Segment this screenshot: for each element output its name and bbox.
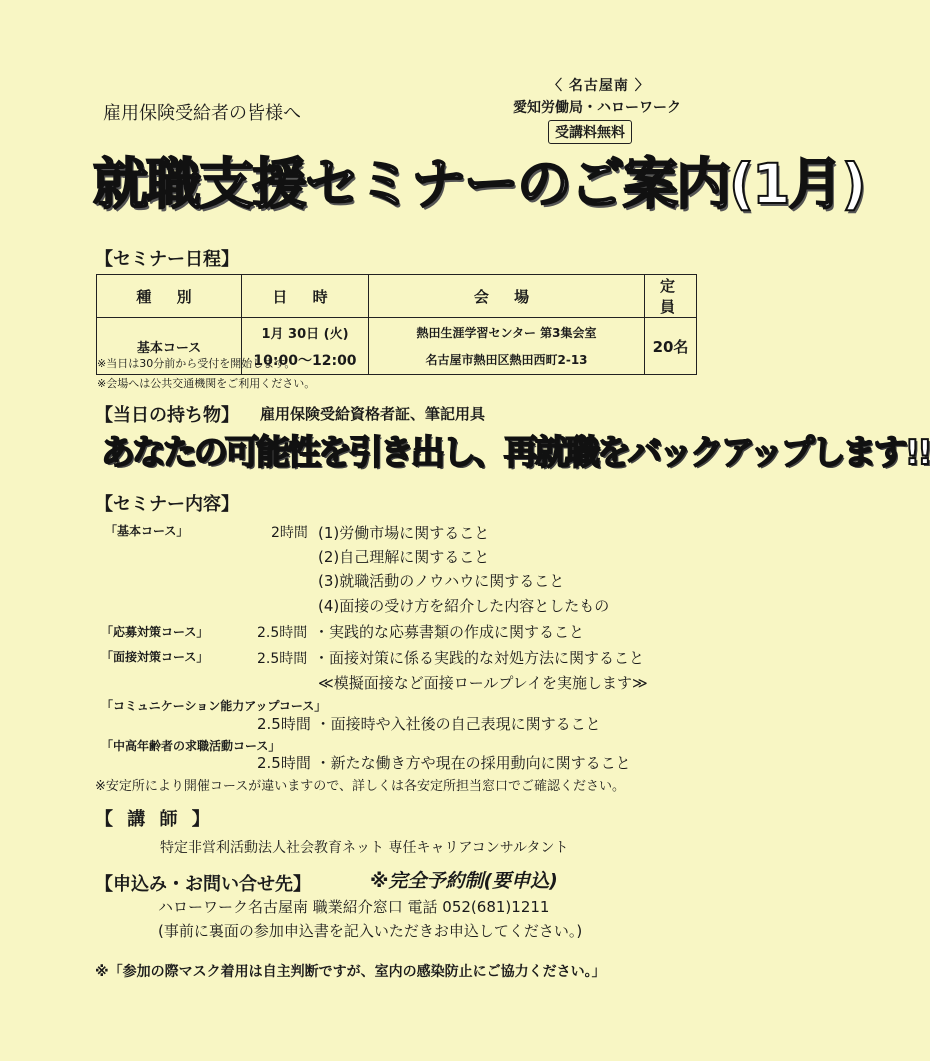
venue-name: 熱田生涯学習センター 第3集会室 — [416, 326, 597, 340]
comm-course-line: 2.5時間 ・面接時や入社後の自己表現に関すること — [257, 715, 601, 733]
mid-course-line: 2.5時間 ・新たな働き方や現在の採用動向に関すること — [257, 754, 631, 772]
apply-heading: 【申込み・お問い合せ先】 — [95, 874, 311, 895]
basic-course-name: 「基本コース」 — [105, 524, 189, 538]
instructor-heading: 【 講 師 】 — [95, 809, 214, 830]
basic-line-1: (1)労働市場に関すること — [318, 524, 490, 542]
contact-info: ハローワーク名古屋南 職業紹介窓口 電話 052(681)1211 — [158, 898, 550, 916]
basic-line-3: (3)就職活動のノウハウに関すること — [318, 572, 565, 590]
schedule-heading: 【セミナー日程】 — [95, 249, 239, 270]
col-type: 種 別 — [97, 275, 242, 318]
col-venue: 会 場 — [369, 275, 645, 318]
schedule-note-1: ※当日は30分前から受付を開始します。 — [97, 357, 296, 370]
col-capacity: 定 員 — [645, 275, 697, 318]
cell-date: 1月 30日 (火) — [261, 326, 349, 342]
course-notice: ※安定所により開催コースが違いますので、詳しくは各安定所担当窓口でご確認ください。 — [95, 779, 625, 794]
basic-course-hours: 2時間 — [271, 525, 308, 541]
cell-type: 基本コース — [97, 318, 242, 375]
slogan: あなたの可能性を引き出し、再就職をバックアップします!! — [101, 433, 930, 473]
mid-course-name: 「中高年齢者の求職活動コース」 — [101, 739, 281, 753]
instructor-text: 特定非営利活動法人社会教育ネット 専任キャリアコンサルタント — [160, 840, 569, 856]
schedule-note-2: ※会場へは公共交通機関をご利用ください。 — [97, 377, 316, 390]
cell-time: 10:00～12:00 — [253, 352, 357, 369]
mock-interview-note: ≪模擬面接など面接ロールプレイを実施します≫ — [318, 674, 648, 692]
items-heading: 【当日の持ち物】 — [95, 405, 239, 426]
page-title: 就職支援セミナーのご案内(1月) — [93, 152, 865, 216]
basic-line-2: (2)自己理解に関すること — [318, 548, 490, 566]
basic-line-4: (4)面接の受け方を紹介した内容としたもの — [318, 597, 610, 615]
interview-course-hours: 2.5時間 — [257, 651, 308, 667]
content-heading: 【セミナー内容】 — [95, 494, 239, 515]
interview-course-desc: ・面接対策に係る実践的な対処方法に関すること — [314, 649, 645, 667]
items-text: 雇用保険受給資格者証、筆記用具 — [260, 405, 486, 423]
apply-course-hours: 2.5時間 — [257, 625, 308, 641]
cell-capacity: 20名 — [645, 318, 697, 375]
cell-venue — [369, 318, 645, 375]
col-datetime: 日 時 — [242, 275, 369, 318]
office-name: 〈 名古屋南 〉 — [548, 78, 650, 94]
comm-course-name: 「コミュニケーション能力アップコース」 — [101, 699, 327, 713]
mask-note: ※「参加の際マスク着用は自主判断ですが、室内の感染防止にご協力ください。」 — [95, 964, 606, 980]
interview-course-name: 「面接対策コース」 — [101, 650, 209, 664]
audience-heading: 雇用保険受給者の皆様へ — [103, 103, 301, 124]
reservation-note: ※完全予約制(要申込) — [370, 870, 558, 892]
fee-badge: 受講料無料 — [548, 120, 632, 144]
venue-address: 名古屋市熱田区熱田西町2-13 — [425, 353, 588, 367]
apply-course-name: 「応募対策コース」 — [101, 625, 209, 639]
apply-instruction: (事前に裏面の参加申込書を記入いただきお申込してください。) — [158, 922, 583, 940]
agency-name: 愛知労働局・ハローワーク — [513, 100, 681, 116]
apply-course-desc: ・実践的な応募書類の作成に関すること — [314, 623, 585, 641]
